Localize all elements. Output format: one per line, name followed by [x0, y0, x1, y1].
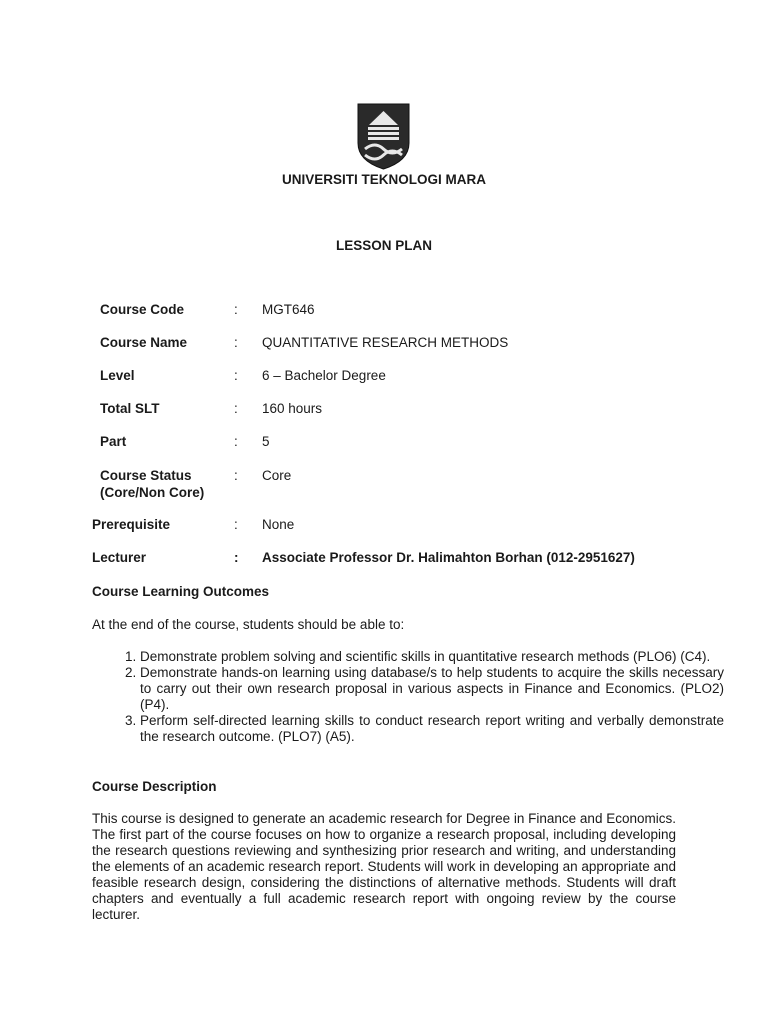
detail-value: QUANTITATIVE RESEARCH METHODS	[262, 335, 509, 350]
detail-value: MGT646	[262, 302, 315, 317]
detail-label: Course Name	[100, 335, 188, 350]
learning-outcomes-list	[92, 649, 724, 745]
detail-value: 5	[262, 434, 270, 449]
list-item: 3. Perform self-directed learning skills to conduct research report writing and verbally demonstrate the research outcome. (PLO7) (A5).	[140, 713, 724, 745]
course-description-heading: Course Description	[92, 779, 217, 794]
detail-label: Course Status	[100, 468, 192, 483]
detail-colon: :	[234, 434, 238, 449]
university-crest-logo	[357, 103, 410, 170]
detail-value: 160 hours	[262, 401, 323, 416]
list-item: 2. Demonstrate hands-on learning using database/s to help students to acquire the skills necessary to carry out their own research proposal in various aspects in Finance and Economics. (PLO2) (P4).	[140, 665, 724, 713]
list-item: 1. Demonstrate problem solving and scientific skills in quantitative research methods (PLO6) (C4).	[140, 649, 724, 665]
document-title: LESSON PLAN	[335, 238, 432, 253]
detail-colon: :	[234, 550, 239, 565]
detail-value: Core	[262, 468, 292, 483]
detail-value: None	[262, 517, 295, 532]
learning-outcomes-intro: At the end of the course, students should be able to:	[92, 617, 405, 632]
detail-colon: :	[234, 335, 238, 350]
detail-label: Level	[100, 368, 135, 383]
detail-colon: :	[234, 302, 238, 317]
learning-outcomes-heading: Course Learning Outcomes	[92, 584, 270, 599]
detail-label: Course Code	[100, 302, 185, 317]
detail-row-course-status	[0, 467, 768, 501]
detail-label: Prerequisite	[92, 517, 171, 532]
detail-value: Associate Professor Dr. Halimahton Borhan (012-2951627)	[262, 550, 635, 565]
detail-sublabel: (Core/Non Core)	[100, 485, 205, 500]
detail-colon: :	[234, 401, 238, 416]
detail-label: Part	[100, 434, 127, 449]
detail-colon: :	[234, 368, 238, 383]
detail-colon: :	[234, 468, 238, 483]
detail-label: Lecturer	[92, 550, 147, 565]
detail-label: Total SLT	[100, 401, 160, 416]
detail-colon: :	[234, 517, 238, 532]
detail-value: 6 – Bachelor Degree	[262, 368, 386, 383]
university-name: UNIVERSITI TEKNOLOGI MARA	[281, 172, 486, 187]
course-description-text: This course is designed to generate an academic research for Degree in Finance and Economics. The first part of the course focuses on how to organize a research proposal, including developing the research questions reviewing and synthesizing prior research and writing, and understanding the elements of an academic research report. Students will work in developing an appropriate and feasible research design, considering the distinctions of alternative methods. Students will draft chapters and eventually a full academic research report with ongoing review by the course lecturer.	[92, 811, 676, 922]
